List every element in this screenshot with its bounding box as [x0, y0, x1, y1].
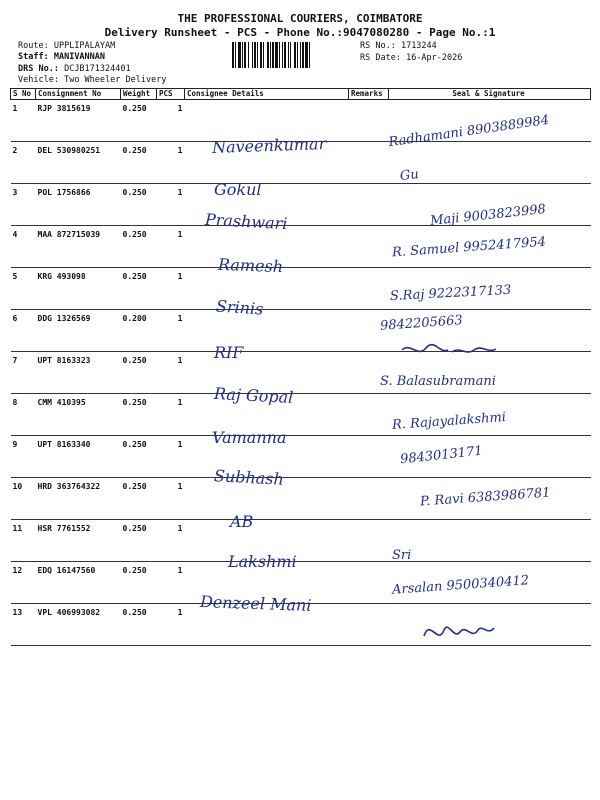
table-row: [11, 520, 591, 562]
col-header-pcs: PCS: [157, 89, 185, 100]
handwritten-consignee: AB: [230, 512, 254, 531]
handwritten-consignee: Lakshmi: [228, 552, 297, 571]
consignment-cell: CMM 410395: [36, 394, 121, 436]
pcs-cell: 1: [157, 478, 185, 520]
handwritten-consignee: Ramesh: [217, 254, 284, 277]
consignment-cell: MAA 872715039: [36, 226, 121, 268]
barcode-bar: [284, 42, 286, 68]
sno-cell: 8: [11, 394, 36, 436]
barcode-bar: [279, 42, 280, 68]
remarks-cell: [349, 268, 389, 310]
handwritten-consignee: Raj Gopal: [213, 383, 294, 408]
weight-cell: 0.250: [121, 562, 157, 604]
barcode-bar: [244, 42, 246, 68]
barcode-bar: [309, 42, 310, 68]
weight-cell: 0.200: [121, 310, 157, 352]
pcs-cell: 1: [157, 226, 185, 268]
route-line: [18, 41, 115, 51]
remarks-cell: [349, 226, 389, 268]
barcode-bar: [252, 42, 253, 68]
barcode-bar: [260, 42, 262, 68]
col-header-consignment: Consignment No: [36, 89, 121, 100]
runsheet-subtitle: Delivery Runsheet - PCS - Phone No.:9047080280 - Page No.:1: [104, 26, 496, 39]
remarks-cell: [349, 142, 389, 184]
handwritten-signature: R. Samuel 9952417954: [391, 234, 547, 261]
barcode-bar: [232, 42, 234, 68]
sno-cell: 13: [11, 604, 36, 646]
handwritten-consignee: Srinis: [215, 296, 264, 319]
vehicle-label: Vehicle:: [18, 75, 59, 85]
rs-date-label: RS Date:: [360, 53, 401, 63]
handwritten-signature: S.Raj 9222317133: [389, 282, 512, 305]
remarks-cell: [349, 100, 389, 142]
consignment-cell: DDG 1326569: [36, 310, 121, 352]
col-header-weight: Weight: [121, 89, 157, 100]
weight-cell: 0.250: [121, 268, 157, 310]
handwritten-consignee: RIF: [214, 343, 244, 362]
sno-cell: 2: [11, 142, 36, 184]
sno-cell: 1: [11, 100, 36, 142]
rs-no-label: RS No.:: [360, 41, 396, 51]
barcode: [232, 42, 356, 68]
consignee-cell: [185, 310, 349, 352]
handwritten-consignee: Vamanna: [212, 428, 287, 447]
barcode-bar: [288, 42, 289, 68]
pcs-cell: 1: [157, 100, 185, 142]
handwritten-consignee: Prashwari: [204, 209, 288, 234]
consignment-cell: UPT 8163323: [36, 352, 121, 394]
barcode-bar: [263, 42, 264, 68]
col-header-sno: S No: [11, 89, 36, 100]
weight-cell: 0.250: [121, 184, 157, 226]
sno-cell: 6: [11, 310, 36, 352]
remarks-cell: [349, 478, 389, 520]
barcode-bar: [302, 42, 304, 68]
rs-date-line: [360, 53, 462, 63]
handwritten-signature: Radhamani 8903889984: [387, 112, 550, 151]
staff-line: [18, 52, 105, 62]
barcode-bar: [254, 42, 256, 68]
handwritten-signature: Arsalan 9500340412: [391, 573, 530, 598]
consignment-cell: EDQ 16147560: [36, 562, 121, 604]
sno-cell: 11: [11, 520, 36, 562]
weight-cell: 0.250: [121, 478, 157, 520]
sno-cell: 9: [11, 436, 36, 478]
remarks-cell: [349, 184, 389, 226]
handwritten-signature: Gu: [399, 167, 420, 184]
handwritten-signature: R. Rajayalakshmi: [391, 410, 507, 433]
consignment-cell: POL 1756866: [36, 184, 121, 226]
vehicle-value: Two Wheeler Delivery: [64, 75, 167, 85]
vehicle-line: [18, 75, 166, 85]
pcs-cell: 1: [157, 562, 185, 604]
consignment-cell: HRD 363764322: [36, 478, 121, 520]
handwritten-signature: 9842205663: [379, 313, 464, 334]
consignment-cell: KRG 493098: [36, 268, 121, 310]
rs-no-value: 1713244: [400, 41, 437, 51]
handwritten-consignee: Subhash: [213, 466, 285, 489]
pcs-cell: 1: [157, 268, 185, 310]
remarks-cell: [349, 562, 389, 604]
pcs-cell: 1: [157, 142, 185, 184]
sno-cell: 4: [11, 226, 36, 268]
pcs-cell: 1: [157, 604, 185, 646]
consignment-cell: DEL 530980251: [36, 142, 121, 184]
barcode-bar: [275, 42, 278, 68]
barcode-bar: [282, 42, 283, 68]
company-title: THE PROFESSIONAL COURIERS, COIMBATORE: [177, 12, 423, 25]
sno-cell: 10: [11, 478, 36, 520]
pcs-cell: 1: [157, 520, 185, 562]
handwritten-consignee: Gokul: [214, 180, 262, 199]
barcode-bar: [270, 42, 271, 68]
weight-cell: 0.250: [121, 520, 157, 562]
weight-cell: 0.250: [121, 394, 157, 436]
weight-cell: 0.250: [121, 436, 157, 478]
sno-cell: 3: [11, 184, 36, 226]
handwritten-signature: Maji 9003823998: [429, 201, 547, 230]
handwritten-signature: P. Ravi 6383986781: [419, 485, 551, 510]
weight-cell: 0.250: [121, 352, 157, 394]
drs-label: DRS No.:: [18, 64, 59, 74]
barcode-bar: [294, 42, 296, 68]
pcs-cell: 1: [157, 184, 185, 226]
barcode-bar: [300, 42, 301, 68]
barcode-bar: [257, 42, 258, 68]
barcode-bar: [238, 42, 241, 68]
pcs-cell: 1: [157, 310, 185, 352]
rs-date-value: 16-Apr-2026: [406, 53, 463, 63]
signature-scribble: [400, 340, 510, 362]
remarks-cell: [349, 436, 389, 478]
handwritten-signature: 9843013171: [399, 443, 484, 468]
weight-cell: 0.250: [121, 142, 157, 184]
barcode-bar: [248, 42, 249, 68]
signature-cell: [389, 520, 591, 562]
weight-cell: 0.250: [121, 604, 157, 646]
barcode-bar: [297, 42, 298, 68]
remarks-cell: [349, 394, 389, 436]
barcode-bar: [290, 42, 291, 68]
staff-value: MANIVANNAN: [53, 52, 106, 62]
runsheet-table: [10, 88, 591, 646]
barcode-bar: [272, 42, 274, 68]
handwritten-consignee: Naveenkumar: [211, 134, 327, 157]
col-header-consignee: Consignee Details: [185, 89, 349, 100]
weight-cell: 0.250: [121, 226, 157, 268]
col-header-signature: Seal & Signature: [389, 89, 591, 100]
signature-scribble: [420, 610, 500, 650]
remarks-cell: [349, 520, 389, 562]
sno-cell: 7: [11, 352, 36, 394]
table-header-row: [11, 89, 591, 100]
handwritten-signature: S. Balasubramani: [380, 374, 496, 389]
consignment-cell: HSR 7761552: [36, 520, 121, 562]
staff-label: Staff:: [18, 52, 49, 62]
sno-cell: 5: [11, 268, 36, 310]
route-value: UPPLIPALAYAM: [53, 41, 116, 51]
barcode-bar: [267, 42, 269, 68]
drs-line: [18, 64, 131, 74]
consignment-cell: RJP 3815619: [36, 100, 121, 142]
route-label: Route:: [18, 41, 49, 51]
consignment-cell: VPL 406993082: [36, 604, 121, 646]
barcode-bar: [242, 42, 243, 68]
handwritten-consignee: Denzeel Mani: [199, 592, 312, 615]
drs-value: DCJB171324401: [64, 64, 131, 74]
barcode-bar: [235, 42, 236, 68]
handwritten-signature: Sri: [392, 548, 412, 563]
weight-cell: 0.250: [121, 100, 157, 142]
table-row: [11, 436, 591, 478]
pcs-cell: 1: [157, 352, 185, 394]
col-header-remarks: Remarks: [349, 89, 389, 100]
pcs-cell: 1: [157, 436, 185, 478]
sno-cell: 12: [11, 562, 36, 604]
remarks-cell: [349, 604, 389, 646]
pcs-cell: 1: [157, 394, 185, 436]
consignment-cell: UPT 8163340: [36, 436, 121, 478]
rs-no-line: [360, 41, 437, 51]
barcode-bar: [305, 42, 308, 68]
